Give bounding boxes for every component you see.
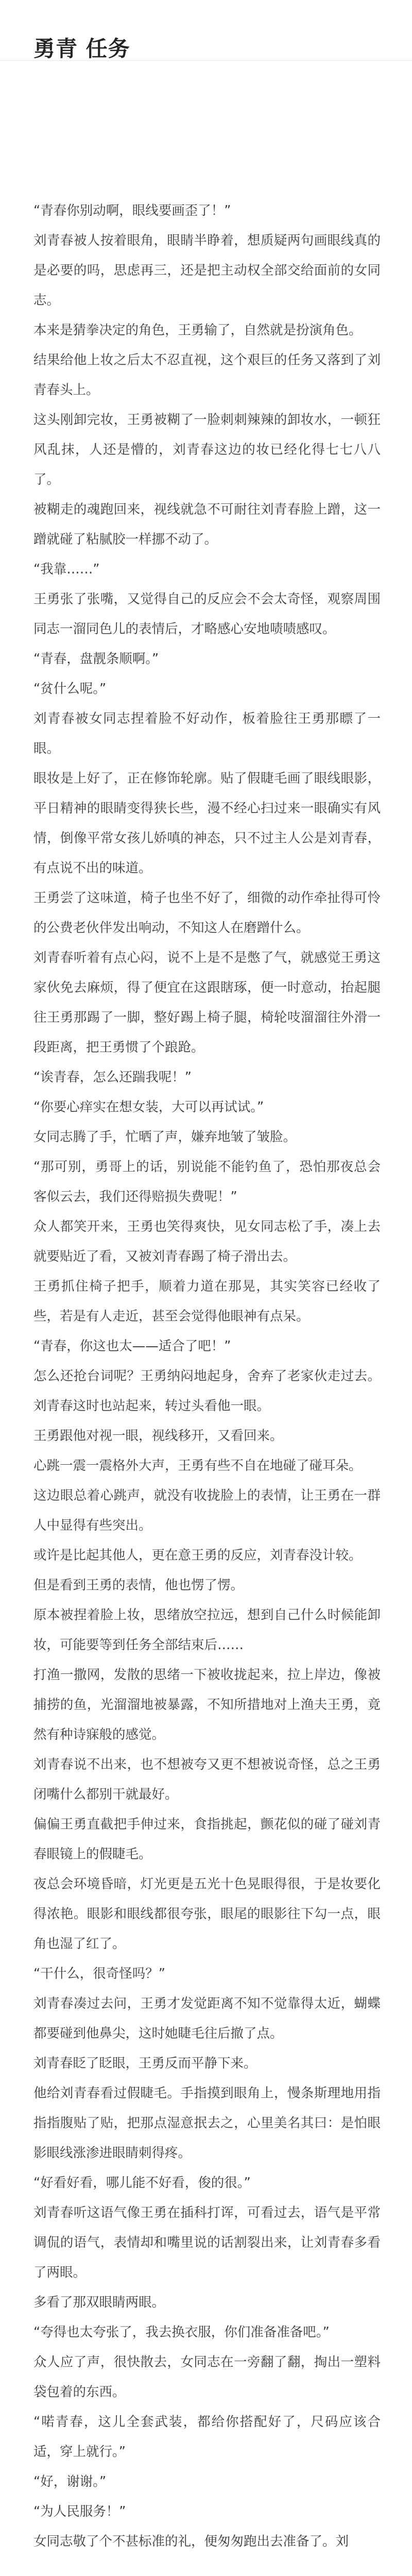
paragraph: 他给刘青春看过假睫毛。手指摸到眼角上，慢条斯理地用指指指腹贴了贴，把那点湿意抿去之，心里美名其曰：是怕眼影眼线涨渗进眼睛刺得疼。 [33,2086,381,2161]
paragraph: 刘青春听着有点心闷，说不上是不是憋了气，就感觉王勇这家伙免去麻烦，得了便宜在这跟瞎琢，便一时意动，抬起腿往王勇那踢了一脚，整好踢上椅子腿，椅轮吱溜溜往外滑一段距离，把王勇惯了个踉跄。 [33,950,381,1055]
paragraph: 偏偏王勇直截把手伸过来，食指挑起，颤花似的碰了碰刘青春眼镜上的假睫毛。 [33,1817,381,1862]
paragraph: “为人民服务！” [33,2504,126,2519]
paragraph: 夜总会环境昏暗，灯光更是五光十色晃眼得很，于是妆要化得浓艳。眼影和眼线都很夸张，眼尾的眼影往下勾一点，眼角也湿了红了。 [33,1876,381,1952]
paragraph: “我靠……” [33,562,100,577]
paragraph: 多看了那双眼睛两眼。 [33,2295,165,2310]
paragraph: 被糊走的魂跑回来，视线就急不可耐往刘青春脸上蹭，这一蹭就碰了粘腻胶一样挪不动了。 [33,502,381,547]
paragraph: 刘青春说不出来，也不想被夸又更不想被说奇怪，总之王勇闭嘴什么都别干就最好。 [33,1757,381,1802]
paragraph: “夸得也太夸张了，我去换衣服，你们准备准备吧。” [33,2325,330,2340]
paragraph: 本来是猜拳决定的角色，王勇输了，自然就是扮演角色。 [33,323,362,338]
paragraph: “贫什么呢。” [33,681,107,697]
header-divider [0,60,412,61]
paragraph: “青春，你这也太——适合了吧！” [33,1338,231,1354]
paragraph: “干什么，很奇怪吗？” [33,1966,165,1981]
paragraph: 刘青春凑过去问，王勇才发觉距离不知不觉靠得太近，蝴蝶都要碰到他鼻尖，这时她睫毛往后撤了点。 [33,1996,381,2041]
paragraph: “那可别，勇哥上的话，别说能不能钓鱼了，恐怕那夜总会客似云去，我们还得赔损失费呢！” [33,1159,381,1205]
paragraph: “好，谢谢。” [33,2474,107,2489]
page-title: 勇青 任务 [33,36,130,61]
paragraph: 众人应了声，很快散去，女同志在一旁翻了翻，掏出一塑料袋包着的东西。 [33,2354,381,2400]
paragraph: 怎么还抢台词呢？王勇纳闷地起身，舍弃了老家伙走过去。刘青春这时也站起来，转过头看他一眼。 [33,1368,381,1414]
paragraph: “你要心痒实在想女装，大可以再试试。” [33,1099,264,1115]
paragraph: “诶青春，怎么还踹我呢！” [33,1070,192,1085]
paragraph: 刘青春被人按着眼角，眼睛半睁着，想质疑两句画眼线真的是必要的吗，思虑再三，还是把主动权全部交给面前的女同志。 [33,233,381,308]
paragraph: 这边眼总着心跳声，就没有收拢脸上的表情，让王勇在一群人中显得有些突出。 [33,1488,381,1533]
paragraph: 女同志敬了个不甚标准的礼，便匆匆跑出去准备了。刘 [33,2534,349,2549]
paragraph: 眼妆是上好了，正在修饰轮廓。贴了假睫毛画了眼线眼影，平日精神的眼睛变得狭长些，漫不经心扫过来一眼确实有风情，倒像平常女孩儿娇嗔的神态，只不过主人公是刘青春，有点说不出的味道。 [33,771,381,876]
paragraph: 刘青春被女同志捏着脸不好动作，板着脸往王勇那瞟了一眼。 [33,711,381,756]
paragraph: 原本被捏着脸上妆，思绪放空拉远，想到自己什么时候能卸妆，可能要等到任务全部结束后…… [33,1607,381,1653]
paragraph: “好看好看，哪儿能不好看，俊的很。” [33,2175,251,2191]
paragraph: 众人都笑开来，王勇也笑得爽快，见女同志松了手，凑上去就要贴近了看，又被刘青春踢了椅子滑出去。 [33,1219,381,1264]
paragraph: 女同志腾了手，忙晒了声，嫌弃地皱了皱脸。 [33,1129,297,1145]
paragraph: “青春，盘靓条顺啊。” [33,651,159,667]
paragraph: 或许是比起其他人，更在意王勇的反应，刘青春没计较。 [33,1548,362,1563]
paragraph: 王勇尝了这味道，椅子也坐不好了，细微的动作牵扯得可怜的公费老伙伴发出响动，不知这人在磨蹭什么。 [33,890,381,936]
paragraph: 这头刚卸完妆，王勇被糊了一脸刺刺辣辣的卸妆水，一顿狂风乱抹，人还是懵的，刘青春这边的妆已经化得七七八八了。 [33,412,381,487]
article-body [0,61,412,2556]
paragraph: 王勇跟他对视一眼，视线移开，又看回来。 [33,1428,283,1444]
paragraph: “喏青春，这儿全套武装，都给你搭配好了，尺码应该合适，穿上就行。” [33,2414,381,2460]
paragraph: 刘青春眨了眨眼，王勇反而平静下来。 [33,2056,257,2071]
paragraph: 心跳一震一震格外大声，王勇有些不自在地碰了碰耳朵。 [33,1458,362,1473]
paragraph: 刘青春听这语气像王勇在插科打诨，可看过去，语气是平常调侃的语气，表情却和嘴里说的话割裂出来，让刘青春多看了两眼。 [33,2205,381,2280]
paragraph: 王勇张了张嘴，又觉得自己的反应会不会太奇怪，观察周围同志一溜同色儿的表情后，才略感心安地啧啧感叹。 [33,591,381,637]
paragraph: 但是看到王勇的表情，他也愣了愣。 [33,1578,244,1593]
paragraph: “青春你别动啊，眼线要画歪了！” [33,203,231,218]
header-bar [0,0,412,61]
paragraph: 结果给他上妆之后太不忍直视，这个艰巨的任务又落到了刘青春头上。 [33,352,381,398]
paragraph: 王勇抓住椅子把手，顺着力道在那晃，其实笑容已经收了些，若是有人走近，甚至会觉得他眼神有点呆。 [33,1279,381,1324]
paragraph: 打渔一撒网，发散的思绪一下被收拢起来，拉上岸边，像被捕捞的鱼，光溜溜地被暴露，不知所措地对上渔夫王勇，竟然有种诗寐般的感觉。 [33,1667,381,1742]
